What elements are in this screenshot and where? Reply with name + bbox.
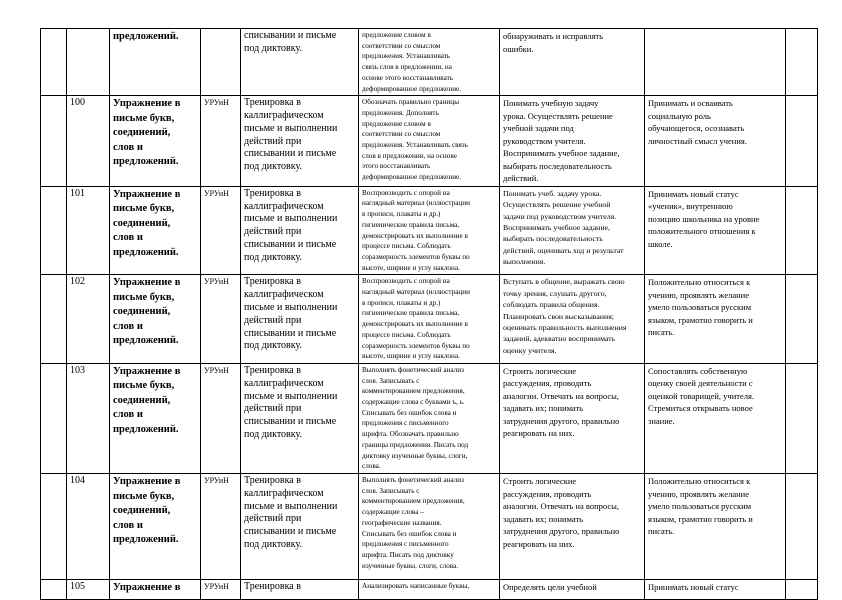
personal-results: Принимать новый статус «ученик», внутреннюю позицию школьника на уровне положительного отношения к школе. xyxy=(645,186,786,275)
lesson-type xyxy=(201,29,241,96)
table-row xyxy=(41,275,818,364)
table-row xyxy=(41,363,818,473)
lesson-type: УРУиН xyxy=(201,363,241,473)
personal-results: Сопоставлять собственную оценку своей деятельности с оценкой товарищей, учителя. Стремиться открывать новое знание. xyxy=(645,363,786,473)
blank-cell xyxy=(41,29,67,96)
personal-results xyxy=(645,29,786,96)
blank-cell xyxy=(786,580,818,600)
lesson-content: Тренировка в каллиграфическом письме и выполнении действий при списывании и письме под диктовку. xyxy=(241,96,359,187)
table-row xyxy=(41,474,818,580)
lesson-number: 103 xyxy=(67,363,110,473)
lesson-topic: Упражнение в xyxy=(110,580,201,600)
lesson-number: 102 xyxy=(67,275,110,364)
lesson-topic: Упражнение в письме букв, соединений, слов и предложений. xyxy=(110,96,201,187)
lesson-content: Тренировка в каллиграфическом письме и выполнении действий при списывании и письме под диктовку. xyxy=(241,186,359,275)
personal-results: Принимать новый статус xyxy=(645,580,786,600)
subject-results: Анализировать написанные буквы, xyxy=(359,580,500,600)
lesson-plan-table xyxy=(40,28,818,600)
blank-cell xyxy=(41,580,67,600)
table-row xyxy=(41,580,818,600)
blank-cell xyxy=(41,363,67,473)
personal-results: Принимать и осваивать социальную роль обучающегося, осознавать личностный смысл учения. xyxy=(645,96,786,187)
lesson-topic: предложений. xyxy=(110,29,201,96)
subject-results: Обозначать правильно границы предложения. Дополнять предложение словом в соответствии со смыслом предложения. Устанавливать связь слов в предложении, на основе этого восстанавливать деформированное предложение. xyxy=(359,96,500,187)
lesson-number xyxy=(67,29,110,96)
lesson-topic: Упражнение в письме букв, соединений, слов и предложений. xyxy=(110,275,201,364)
blank-cell xyxy=(41,275,67,364)
subject-results: Выполнять фонетический анализ слов. Записывать с комментированием предложения, содержащие слова с буквами ъ, ь. Списывать без ошибок слова и предложения с письменного шрифта. Обозначать правильно границы предложения. Писать под диктовку изученные буквы, слоги, слова. xyxy=(359,363,500,473)
lesson-number: 105 xyxy=(67,580,110,600)
meta-results: обнаруживать и исправлять ошибки. xyxy=(500,29,645,96)
lesson-type: УРУиН xyxy=(201,580,241,600)
lesson-number: 104 xyxy=(67,474,110,580)
table-row xyxy=(41,29,818,96)
lesson-content: Тренировка в каллиграфическом письме и выполнении действий при списывании и письме под диктовку. xyxy=(241,275,359,364)
subject-results: Воспроизводить с опорой на наглядный материал (иллюстрации в прописи, плакаты и др.) гигиенические правила письма, демонстрировать их выполнение в процессе письма. Соблюдать соразмерность элементов буквы по высоте, ширине и углу наклона. xyxy=(359,275,500,364)
lesson-type: УРУиН xyxy=(201,186,241,275)
lesson-number: 101 xyxy=(67,186,110,275)
lesson-content: списывании и письме под диктовку. xyxy=(241,29,359,96)
meta-results: Вступать в общение, выражать свою точку зрения, слушать другого, соблюдать правила общения. Планировать свои высказывания; оценивать правильность выполнения заданий, адекватно воспринимать оценку учителя. xyxy=(500,275,645,364)
blank-cell xyxy=(41,96,67,187)
lesson-content: Тренировка в xyxy=(241,580,359,600)
lesson-type: УРУиН xyxy=(201,474,241,580)
meta-results: Понимать учеб. задачу урока. Осуществлять решение учебной задачи под руководством учителя. Воспринимать учебное задание, выбирать последовательность действий, оценивать ход и результат выполнения. xyxy=(500,186,645,275)
subject-results: предложение словом в соответствии со смыслом предложения. Устанавливать связь слов в предложении, на основе этого восстанавливать деформированное предложение. xyxy=(359,29,500,96)
meta-results: Строить логические рассуждения, проводить аналогии. Отвечать на вопросы, задавать их; понимать затруднения другого, правильно реагировать на них. xyxy=(500,363,645,473)
lesson-topic: Упражнение в письме букв, соединений, слов и предложений. xyxy=(110,186,201,275)
meta-results: Определять цели учебной xyxy=(500,580,645,600)
blank-cell xyxy=(41,474,67,580)
blank-cell xyxy=(786,363,818,473)
meta-results: Понимать учебную задачу урока. Осуществлять решение учебной задачи под руководством учителя. Воспринимать учебное задание, выбирать последовательность действий. xyxy=(500,96,645,187)
lesson-number: 100 xyxy=(67,96,110,187)
meta-results: Строить логические рассуждения, проводить аналогии. Отвечать на вопросы, задавать их; понимать затруднения другого, правильно реагировать на них. xyxy=(500,474,645,580)
table-row xyxy=(41,186,818,275)
blank-cell xyxy=(786,29,818,96)
lesson-type: УРУиН xyxy=(201,275,241,364)
lesson-content: Тренировка в каллиграфическом письме и выполнении действий при списывании и письме под диктовку. xyxy=(241,474,359,580)
blank-cell xyxy=(786,96,818,187)
table-row xyxy=(41,96,818,187)
subject-results: Выполнять фонетический анализ слов. Записывать с комментированием предложения, содержащие слова – географические названия. Списывать без ошибок слова и предложения с письменного шрифта. Писать под диктовку изученные буквы, слоги, слова. xyxy=(359,474,500,580)
personal-results: Положительно относиться к учению, проявлять желание умело пользоваться русским языком, грамотно говорить и писать. xyxy=(645,275,786,364)
lesson-content: Тренировка в каллиграфическом письме и выполнении действий при списывании и письме под диктовку. xyxy=(241,363,359,473)
lesson-topic: Упражнение в письме букв, соединений, слов и предложений. xyxy=(110,474,201,580)
blank-cell xyxy=(786,186,818,275)
lesson-topic: Упражнение в письме букв, соединений, слов и предложений. xyxy=(110,363,201,473)
lesson-type: УРУиН xyxy=(201,96,241,187)
blank-cell xyxy=(41,186,67,275)
subject-results: Воспроизводить с опорой на наглядный материал (иллюстрации в прописи, плакаты и др.) гигиенические правила письма, демонстрировать их выполнение в процессе письма. Соблюдать соразмерность элементов буквы по высоте, ширине и углу наклона. xyxy=(359,186,500,275)
blank-cell xyxy=(786,474,818,580)
blank-cell xyxy=(786,275,818,364)
personal-results: Положительно относиться к учению, проявлять желание умело пользоваться русским языком, грамотно говорить и писать. xyxy=(645,474,786,580)
